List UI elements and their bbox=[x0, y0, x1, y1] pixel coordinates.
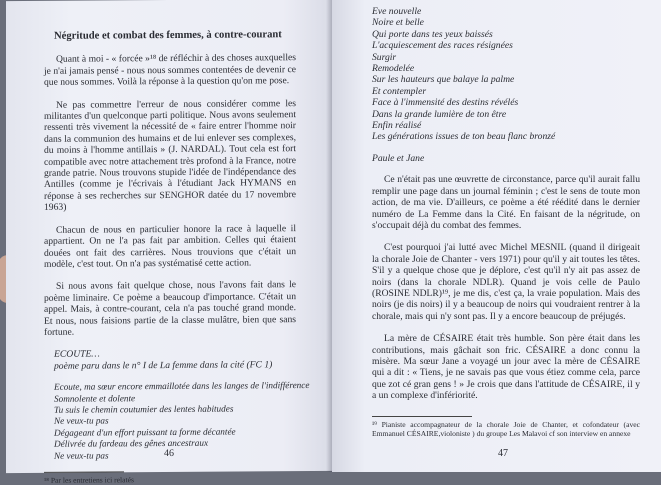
poem-line: Eve nouvelle bbox=[372, 6, 422, 17]
poem-line: Délivrée du fardeau des gênes ancestraux bbox=[54, 437, 209, 449]
poem-title: ECOUTE… bbox=[54, 348, 100, 361]
paragraph: Si nous avons fait quelque chose, nous l'avons fait dans le poème liminaire. Ce poème a beaucoup d'importance. C'était un appel. Mais, à contre-courant, cela n'a pas touché grand monde. Et nous, nous faisions partie de la classe mulâtre, bien que sans fortune. bbox=[44, 279, 296, 338]
poem-line: Les générations issues de ton beau flanc bronzé bbox=[372, 131, 556, 143]
poem-line: Face à l'immensité des destins révélés bbox=[372, 97, 519, 109]
poem-line: Surgir bbox=[372, 51, 397, 63]
poem-line: Tu suis le chemin coutumier des lentes habitudes bbox=[54, 403, 234, 415]
poem-line: Et contempler bbox=[372, 85, 427, 97]
poem-line: L'acquiescement des races résignées bbox=[372, 40, 513, 52]
poem-signature: Paule et Jane bbox=[372, 152, 425, 164]
left-text-column bbox=[44, 23, 310, 485]
footnote: ¹⁹ Pianiste accompagnateur de la chorale Joie de Chanter, et cofondateur (avec Emmanuel CÉSAIRE,violoniste ) du groupe Les Malavoi cf son interview en annexe bbox=[372, 419, 640, 438]
poem-line: Ne veux-tu pas bbox=[54, 415, 109, 427]
page-number: 46 bbox=[164, 447, 174, 460]
paragraph: C'est pourquoi j'ai lutté avec Michel MESNIL (quand il dirigeait la chorale Joie de Chanter - vers 1971) pour qu'il y ait toutes les têtes. S'il y a quelque chose que je déplore, c'est qu'il n'y ait pas assez de noirs (dans la chorale NDLR). Quand je vois celle de Paulo (ROSINE NDLR)¹⁹, je me dis, c'est ça, la vraie population. Mais des noirs (je dis noirs) il y a beaucoup de noirs qui voudraient rentrer à la chorale, mais qui n'y sont pas. Il y a encore beaucoup de préjugés. bbox=[372, 242, 640, 322]
poem-line: Enfin réalisé bbox=[372, 120, 422, 132]
poem-line: Qui porte dans tes yeux baissés bbox=[372, 28, 493, 40]
poem-line: Dans la grande lumière de ton être bbox=[372, 108, 507, 120]
right-text-column bbox=[372, 6, 640, 438]
section-heading: Négritude et combat des femmes, à contre-courant bbox=[54, 29, 282, 42]
paragraph: Chacun de nous en particulier honore la race à laquelle il appartient. On ne l'a pas fait par ambition. Celles qui étaient douées ont fait des carrières. Nous trouvions que c'était un modèle, c'est tout. On n'a pas systématisé cette action. bbox=[44, 222, 296, 270]
poem-source: poème paru dans le n° I de La femme dans la cité (FC 1) bbox=[54, 359, 273, 372]
poem-line: Dégageant d'un effort puissant ta forme décantée bbox=[54, 426, 236, 438]
poem-line: Ne veux-tu pas bbox=[54, 450, 109, 461]
page-number: 47 bbox=[498, 448, 508, 459]
footnote-separator bbox=[44, 471, 124, 473]
footnote-separator bbox=[372, 416, 472, 417]
poem-line: Remodelée bbox=[372, 63, 415, 75]
left-page bbox=[6, 0, 332, 485]
poem-stanza bbox=[54, 380, 310, 462]
poem-line: Ecoute, ma sœur encore emmaillotée dans les langes de l'indifférence bbox=[54, 380, 310, 392]
open-book bbox=[6, 0, 661, 485]
paragraph: Ne pas commettre l'erreur de nous considérer comme les militantes d'un quelconque parti politique. Nous avons seulement ressenti très vivement la nécessité de « faire entrer l'homme noir dans la communion des humains et de lui enlever ses complexes, du moins à l'homme antillais » (J. NARDAL). Tout cela est fort compatible avec notre attachement très profond à la France, notre grande patrie. Nous trouvons stupide l'idée de l'indépendance des Antilles (comme je l'écrivais à l'étudiant Jack HYMANS en réponse à ses recherches sur SENGHOR datée du 17 novembre 1963) bbox=[44, 97, 296, 214]
paragraph: La mère de CÉSAIRE était très humble. Son père était dans les contributions, mais gâchait son fric. CÉSAIRE a donc connu la misère. Ma sœur Jane a voyagé un jour avec la mère de CÉSAIRE qui a dit : « Tiens, je ne savais pas que vous étiez comme cela, parce que zot cé gran gens ! » Je crois que dans l'attitude de CÉSAIRE, il y a un complexe d'infériorité. bbox=[372, 333, 640, 402]
poem-stanza bbox=[372, 6, 640, 143]
footnote: ¹⁸ Par les entretiens ici relatés bbox=[44, 475, 134, 485]
poem-intro bbox=[54, 347, 296, 372]
paragraph: Quant à moi - « forcée »¹⁸ de réfléchir à des choses auxquelles je n'ai jamais pensé - nous nous sommes contentées de devenir ce que nous sommes. Voilà la réponse à la question qu'on me pose. bbox=[44, 52, 296, 89]
poem-line: Somnolente et dolente bbox=[54, 392, 136, 404]
poem-line: Sur les hauteurs que balaye la palme bbox=[372, 74, 515, 86]
right-page bbox=[332, 0, 661, 472]
paragraph: Ce n'était pas une œuvrette de circonstance, parce qu'il aurait fallu remplir une page dans un journal féminin ; c'est le sens de toute mon action, de ma vie. D'ailleurs, ce poème a été réédité dans le dernier numéro de La Femme dans la Cité. En faisant de la négritude, on s'occupait déjà du combat des femmes. bbox=[372, 174, 640, 231]
poem-line: Noire et belle bbox=[372, 17, 424, 29]
